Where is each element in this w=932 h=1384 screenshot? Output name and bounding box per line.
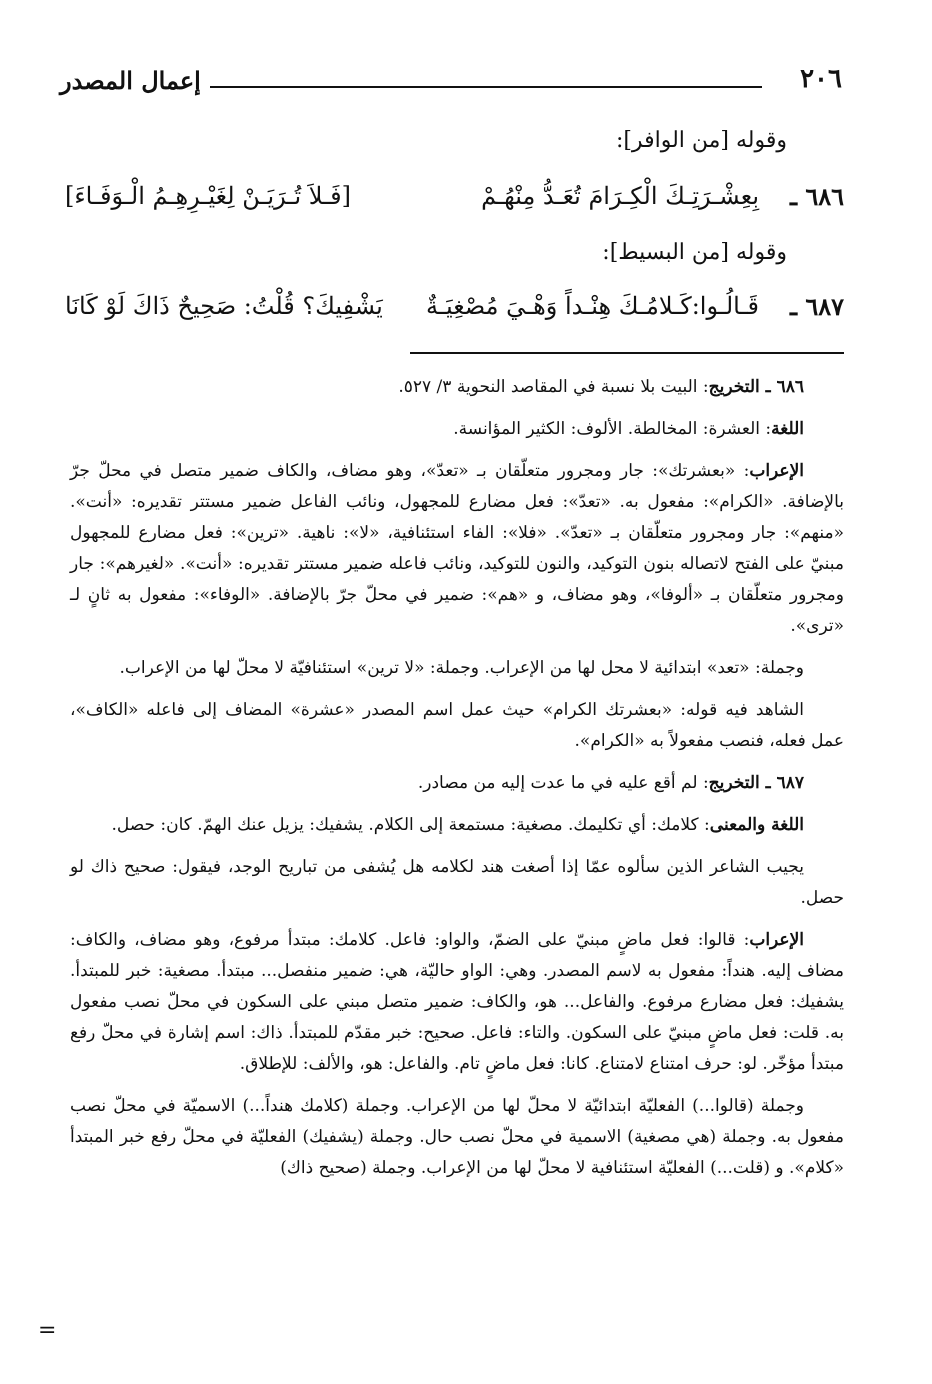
note-paragraph [70,925,844,1080]
verse-hemistich-second: يَشْفِيكَ؟ قُلْتُ: صَحِيحٌ ذَاكَ لَوْ كَانَا [65,292,383,320]
note-paragraph [70,372,844,403]
note-text: الشاهد فيه قوله: «بعشرتك الكرام» حيث عمل اسم المصدر «عشرة» المضاف إلى فاعله «الكاف»، عمل فعله، فنصب مفعولاً به «الكرام». [70,700,844,751]
note-paragraph [70,653,844,684]
note-text: : «بعشرتك»: جار ومجرور متعلّقان بـ «تعدّ»، وهو مضاف، والكاف ضمير متصل في محلّ جرّ بالإضافة. «الكرام»: مفعول به. «تعدّ»: فعل مضارع للمجهول، ونائب الفاعل ضمير مستتر تقديره: «أنت». «منهم»: جار ومجرور متعلّقان بـ «تعدّ». «فلا»: الفاء استئنافية، «لا»: ناهية. «ترين»: فعل مضارع للمجهول مبنيّ على الفتح لاتصاله بنون التوكيد، والنون للتوكيد، ونائب فاعله ضمير مستتر تقديره: «أنت». «لغيرهم»: جار ومجرور متعلّقان بـ «ألوفا»، وهو مضاف، و «هم»: ضمير في محلّ جرّ بالإضافة. «الوفاء»: مفعول به ثانٍ لـ «ترى». [70,461,844,636]
note-text: : العشرة: المخالطة. الألوف: الكثير المؤانسة. [453,419,772,439]
note-paragraph [70,852,844,914]
verse-hemistich-second: [فَـلاَ تُـرَيَـنْ لِغَيْـرِهِـمُ الْـوَفَـاءَ] [65,182,351,210]
note-label: الإعراب [749,461,804,481]
chapter-title: إعمال المصدر [60,66,201,95]
note-paragraph [70,414,844,445]
note-paragraph [70,1091,844,1184]
note-text: وجملة (قالوا...) الفعليّة ابتدائيّة لا محلّ لها من الإعراب. وجملة (كلامك هنداً...) الاسميّة في محلّ نصب مفعول به. وجملة (هي مصغية) الاسمية في محلّ نصب حال. وجملة (يشفيك) الفعليّة في محلّ رفع خبر المبتدأ «كلام». و (قلت...) الفعليّة استئنافية لا محلّ لها من الإعراب. وجملة (صحيح ذاك) [70,1096,844,1178]
page-number: ٢٠٦ [800,64,842,94]
footnotes [70,372,844,1195]
note-text: : لم أقع عليه في ما عدت إليه من مصادر. [417,773,709,793]
note-text: : قالوا: فعل ماضٍ مبنيّ على الضمّ، والواو: فاعل. كلامك: مبتدأ مرفوع، وهو مضاف، والكاف: مضاف إليه. هنداً: مفعول به لاسم المصدر. وهي: الواو حاليّة، هي: ضمير منفصل... مبتدأ. مصغية: خبر للمبتدأ. يشفيك: فعل مضارع مرفوع. والفاعل... هو، والكاف: ضمير متصل مبني على السكون في محلّ نصب مفعول به. قلت: فعل ماضٍ مبنيّ على السكون. والتاء: فاعل. صحيح: خبر مقدّم للمبتدأ. ذاك: اسم إشارة في محلّ رفع مبتدأ مؤخّر. لو: حرف امتناع لامتناع. كانا: فعل ماضٍ تام. والفاعل: هو، والألف: للإطلاق. [70,930,844,1074]
note-label: ٦٨٦ ـ التخريج [708,377,804,397]
verse-number: ٦٨٦ ـ [789,182,844,211]
verse-hemistich-first: قَـالُـوا:كَـلامُـكَ هِنْـداً وَهْـيَ مُصْغِيَـةٌ [426,292,759,320]
note-label: اللغة والمعنى [709,815,804,835]
running-header [60,62,842,102]
verse-intro: وقوله [من الوافر]: [615,128,787,153]
verse-intro: وقوله [من البسيط]: [602,240,787,265]
note-paragraph [70,768,844,799]
footnote-separator [410,352,844,354]
note-text: : البيت بلا نسبة في المقاصد النحوية ٣/ ٥٢٧. [398,377,709,397]
note-label: ٦٨٧ ـ التخريج [708,773,804,793]
note-label: اللغة [771,419,804,439]
note-text: وجملة: «تعد» ابتدائية لا محل لها من الإعراب. وجملة: «لا ترين» استئنافيّة لا محلّ لها من الإعراب. [119,658,804,678]
continuation-mark: = [38,1318,57,1343]
note-text: يجيب الشاعر الذين سألوه عمّا إذا أصغت هند لكلامه هل يُشفى من تباريح الوجد، فيقول: صحيح ذاك لو حصل. [70,857,844,908]
note-paragraph [70,810,844,841]
note-paragraph [70,695,844,757]
note-paragraph [70,456,844,642]
note-label: الإعراب [749,930,804,950]
note-text: : كلامك: أي تكليمك. مصغية: مستمعة إلى الكلام. يشفيك: يزيل عنك الهمّ. كان: حصل. [111,815,710,835]
header-rule [210,86,762,88]
verse-hemistich-first: بِعِشْـرَتِـكَ الْكِـرَامَ تُعَـدُّ مِنْهُـمْ [481,182,759,210]
verse-number: ٦٨٧ ـ [789,292,844,321]
